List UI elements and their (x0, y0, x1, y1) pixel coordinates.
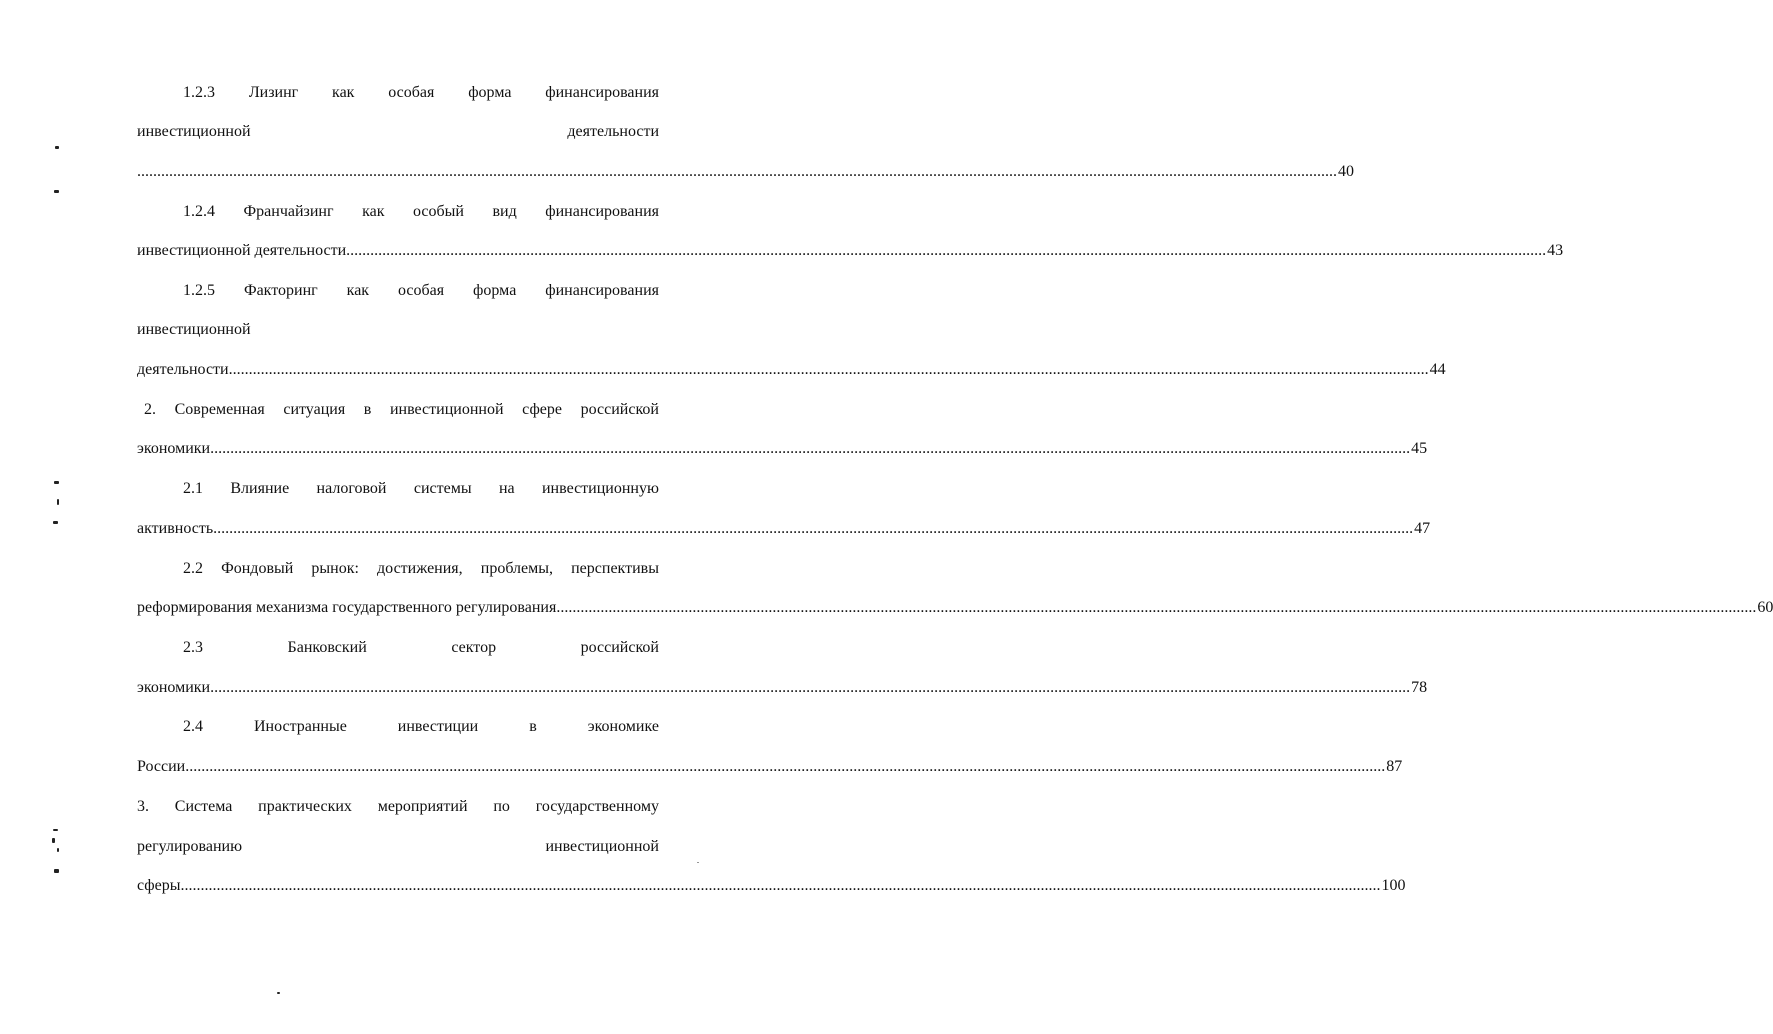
toc-word: регулированию (137, 838, 243, 855)
scan-speck (57, 499, 59, 505)
toc-word: 2.1 (183, 480, 203, 497)
toc-word: в (363, 401, 372, 418)
toc-page-number: 40 (1338, 163, 1354, 180)
toc-word: финансирования (545, 203, 659, 220)
scan-speck (54, 481, 59, 484)
toc-2-3-title-line (183, 638, 659, 658)
toc-2-3-leader-line (137, 678, 1428, 698)
toc-3-line2 (137, 837, 659, 857)
toc-word: особая (388, 84, 435, 101)
toc-word: сектор (451, 639, 497, 656)
toc-1-2-5-leader-line (137, 360, 1446, 380)
toc-word: ситуация (283, 401, 346, 418)
toc-2-4-title-line (183, 717, 659, 737)
toc-1-2-4-title-line (183, 202, 659, 222)
toc-word: инвестиции (397, 718, 479, 735)
scan-speck (53, 521, 58, 524)
toc-entry-text: экономики (137, 679, 211, 696)
toc-word: как (346, 282, 370, 299)
toc-3-title-line (137, 797, 659, 817)
scan-speck (55, 146, 59, 149)
toc-1-2-5-title-line (183, 281, 659, 301)
toc-word: Факторинг (243, 282, 318, 299)
toc-3-leader-line (137, 876, 1406, 896)
toc-word: 1.2.4 (183, 203, 215, 220)
toc-word: особая (398, 282, 445, 299)
toc-page-number: 60 (1757, 599, 1773, 616)
toc-word: Иностранные (253, 718, 347, 735)
toc-word: деятельности (567, 123, 659, 140)
toc-2-leader-line (137, 439, 1428, 459)
toc-word: в (529, 718, 537, 735)
toc-entry-text: экономики (137, 440, 211, 457)
toc-word: особый (412, 203, 464, 220)
dot-leader: ............................................................................................................................................................................................................................................................................................................ (228, 361, 1429, 378)
toc-word: проблемы, (480, 560, 554, 577)
toc-word: практических (258, 798, 352, 815)
toc-page-number: 45 (1411, 440, 1428, 457)
toc-word: инвестиционную (541, 480, 659, 497)
toc-word: как (332, 84, 355, 101)
toc-word: российской (580, 401, 659, 418)
toc-word: системы (413, 480, 472, 497)
toc-2-1-leader-line (137, 519, 1431, 539)
toc-1-2-4-leader-line (137, 241, 1564, 261)
toc-page-number: 87 (1386, 758, 1403, 775)
toc-word: достижения, (377, 560, 463, 577)
toc-word: форма (468, 84, 512, 101)
toc-2-2-leader-line (137, 598, 1773, 618)
toc-entry-text: реформирования механизма государственного регулирования (137, 599, 557, 616)
toc-word: форма (473, 282, 517, 299)
toc-word: экономике (587, 718, 659, 735)
toc-page-number: 78 (1411, 679, 1428, 696)
toc-word: российской (580, 639, 659, 656)
scan-speck (52, 838, 55, 843)
toc-word: Современная (174, 401, 265, 418)
toc-2-4-leader-line (137, 757, 1403, 777)
toc-2-title-line (144, 400, 659, 420)
toc-word: вид (492, 203, 517, 220)
toc-entry-text: инвестиционной (137, 321, 251, 338)
toc-word: рынок: (311, 560, 359, 577)
toc-word: Система (174, 798, 233, 815)
toc-page-number: 47 (1414, 520, 1431, 537)
toc-word: сфере (522, 401, 563, 418)
toc-word: финансирования (545, 84, 659, 101)
dot-leader: ............................................................................................................................................................................................................................................................................................................ (180, 877, 1381, 894)
toc-word: 3. (137, 798, 149, 815)
toc-word: 1.2.3 (183, 84, 215, 101)
scan-speck (53, 829, 58, 831)
toc-entry-text: деятельности (137, 361, 229, 378)
dot-leader: ............................................................................................................................................................................................................................................................................................................ (210, 679, 1411, 696)
toc-word: инвестиционной (545, 838, 659, 855)
toc-2-2-title-line (183, 559, 659, 579)
toc-2-1-title-line (183, 479, 659, 499)
dot-leader: ............................................................................................................................................................................................................................................................................................................ (137, 163, 1337, 180)
toc-word: перспективы (571, 560, 659, 577)
toc-word: 2.4 (183, 718, 203, 735)
toc-page-number: 44 (1429, 361, 1446, 378)
dot-leader: ............................................................................................................................................................................................................................................................................................................ (346, 242, 1547, 259)
toc-word: 2.3 (183, 639, 203, 656)
toc-word: Фондовый (221, 560, 294, 577)
scan-speck (697, 862, 699, 863)
toc-word: инвестиционной (389, 401, 504, 418)
scan-speck (277, 992, 280, 994)
toc-word: 1.2.5 (183, 282, 215, 299)
toc-1-2-3-leader-line (137, 162, 1354, 182)
toc-word: по (493, 798, 510, 815)
toc-word: мероприятий (377, 798, 468, 815)
toc-1-2-3-line2 (137, 122, 659, 142)
toc-1-2-5-line2 (137, 320, 659, 340)
dot-leader: ............................................................................................................................................................................................................................................................................................................ (556, 599, 1757, 616)
toc-word: Франчайзинг (243, 203, 334, 220)
scan-speck (54, 190, 59, 193)
toc-word: налоговой (316, 480, 387, 497)
toc-word: 2.2 (183, 560, 203, 577)
toc-word: Лизинг (248, 84, 299, 101)
dot-leader: ............................................................................................................................................................................................................................................................................................................ (210, 440, 1411, 457)
toc-entry-text: активность (137, 520, 214, 537)
toc-entry-text: России (137, 758, 186, 775)
toc-word: на (498, 480, 515, 497)
dot-leader: ............................................................................................................................................................................................................................................................................................................ (185, 758, 1386, 775)
toc-page-number: 43 (1547, 242, 1564, 259)
toc-word: Банковский (287, 639, 367, 656)
toc-word: 2. (144, 401, 156, 418)
toc-word: финансирования (545, 282, 659, 299)
scan-speck (54, 869, 59, 873)
toc-1-2-3-title-line (183, 83, 659, 103)
toc-word: государственному (535, 798, 659, 815)
scan-speck (57, 848, 59, 852)
toc-word: как (362, 203, 385, 220)
toc-word: Влияние (230, 480, 290, 497)
dot-leader: ............................................................................................................................................................................................................................................................................................................ (213, 520, 1414, 537)
toc-entry-text: сферы (137, 877, 181, 894)
toc-page-number: 100 (1381, 877, 1406, 894)
toc-word: инвестиционной (137, 123, 251, 140)
toc-entry-text: инвестиционной деятельности (137, 242, 347, 259)
